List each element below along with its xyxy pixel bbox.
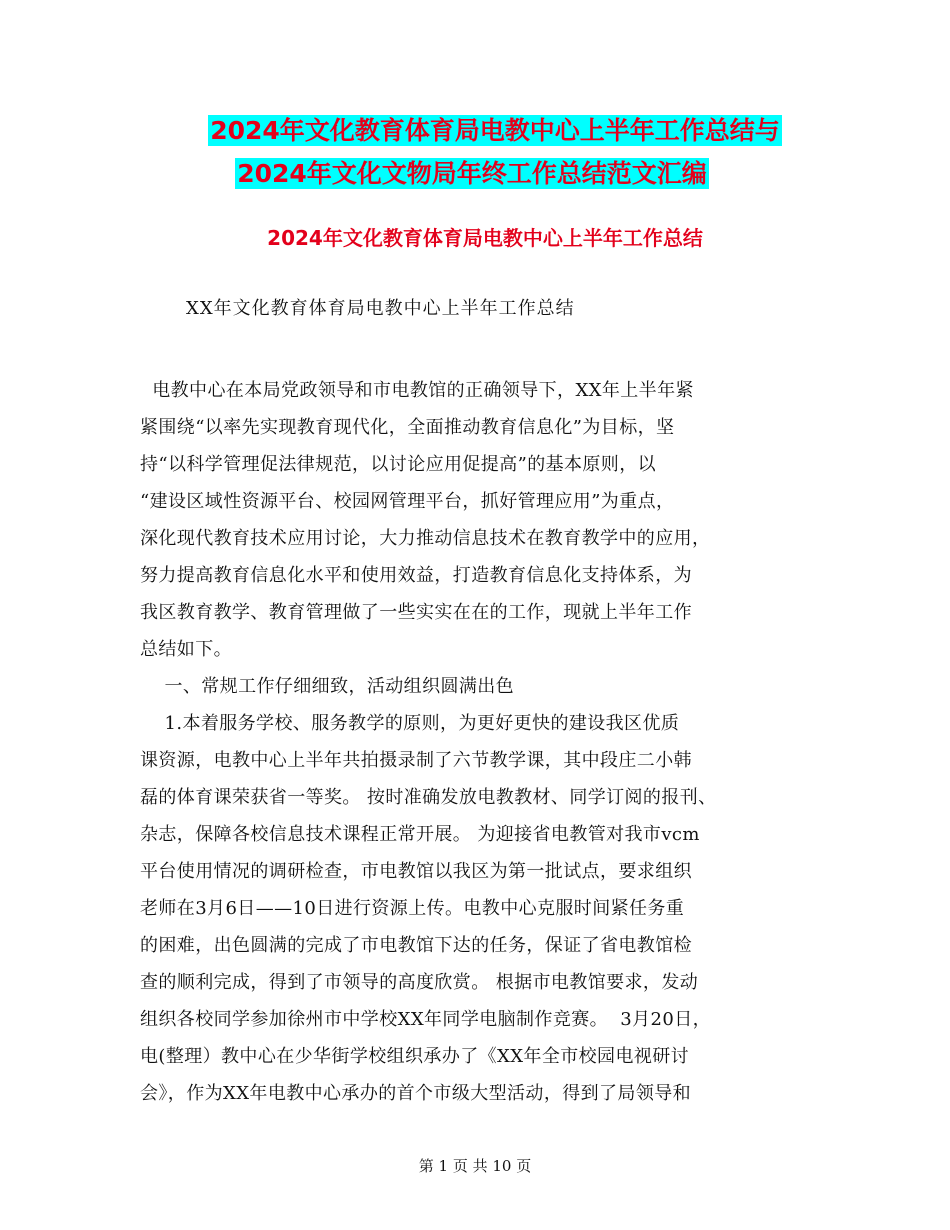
body-line: 老师在3月6日——10日进行资源上传。电教中心克服时间紧任务重 — [140, 898, 685, 919]
body-line: 磊的体育课荣获省一等奖。 按时准确发放电教教材、同学订阅的报刊、 — [140, 787, 717, 808]
document-title-line-1 — [0, 114, 950, 148]
body-line: 平台使用情况的调研检查，市电教馆以我区为第一批试点，要求组织 — [140, 861, 692, 882]
body-line: 电教中心在本局党政领导和市电教馆的正确领导下，XX年上半年紧 — [140, 380, 694, 401]
body-line: 1.本着服务学校、服务教学的原则，为更好更快的建设我区优质 — [140, 713, 680, 734]
title-highlight-1: 2024年文化教育体育局电教中心上半年工作总结与 — [210, 116, 780, 145]
body-line: 电(整理）教中心在少华街学校组织承办了《XX年全市校园电视研讨 — [140, 1046, 690, 1067]
document-title-line-2 — [0, 157, 950, 191]
page-footer: 第 1 页 共 10 页 — [418, 1157, 532, 1175]
body-line: 深化现代教育技术应用讨论，大力推动信息技术在教育教学中的应用， — [140, 528, 711, 549]
title-highlight-2: 2024年文化文物局年终工作总结范文汇编 — [237, 159, 707, 188]
body-line: 会》，作为XX年电教中心承办的首个市级大型活动，得到了局领导和 — [140, 1083, 692, 1104]
body-line: 我区教育教学、教育管理做了一些实实在在的工作，现就上半年工作 — [140, 602, 692, 623]
body-text — [140, 372, 840, 1112]
body-line: 紧围绕“以率先实现教育现代化，全面推动教育信息化”为目标，坚 — [140, 417, 675, 438]
body-line: 总结如下。 — [140, 639, 232, 660]
body-line: 的困难，出色圆满的完成了市电教馆下达的任务，保证了省电教馆检 — [140, 935, 692, 956]
body-line: 努力提高教育信息化水平和使用效益，打造教育信息化支持体系，为 — [140, 565, 692, 586]
body-line: 持“以科学管理促法律规范，以讨论应用促提高”的基本原则，以 — [140, 454, 657, 475]
body-line: 一、常规工作仔细细致，活动组织圆满出色 — [140, 676, 515, 697]
body-line: 课资源，电教中心上半年共拍摄录制了六节教学课，其中段庄二小韩 — [140, 750, 692, 771]
article-subtitle: XX年文化教育体育局电教中心上半年工作总结 — [186, 298, 575, 319]
body-line: 组织各校同学参加徐州市中学校XX年同学电脑制作竞赛。 3月20日， — [140, 1009, 712, 1030]
body-line: “建设区域性资源平台、校园网管理平台，抓好管理应用”为重点， — [140, 491, 675, 512]
body-line: 杂志，保障各校信息技术课程正常开展。 为迎接省电教管对我市vcm — [140, 824, 700, 845]
section-title: 2024年文化教育体育局电教中心上半年工作总结 — [267, 226, 703, 250]
body-line: 查的顺利完成，得到了市领导的高度欣赏。 根据市电教馆要求，发动 — [140, 972, 699, 993]
